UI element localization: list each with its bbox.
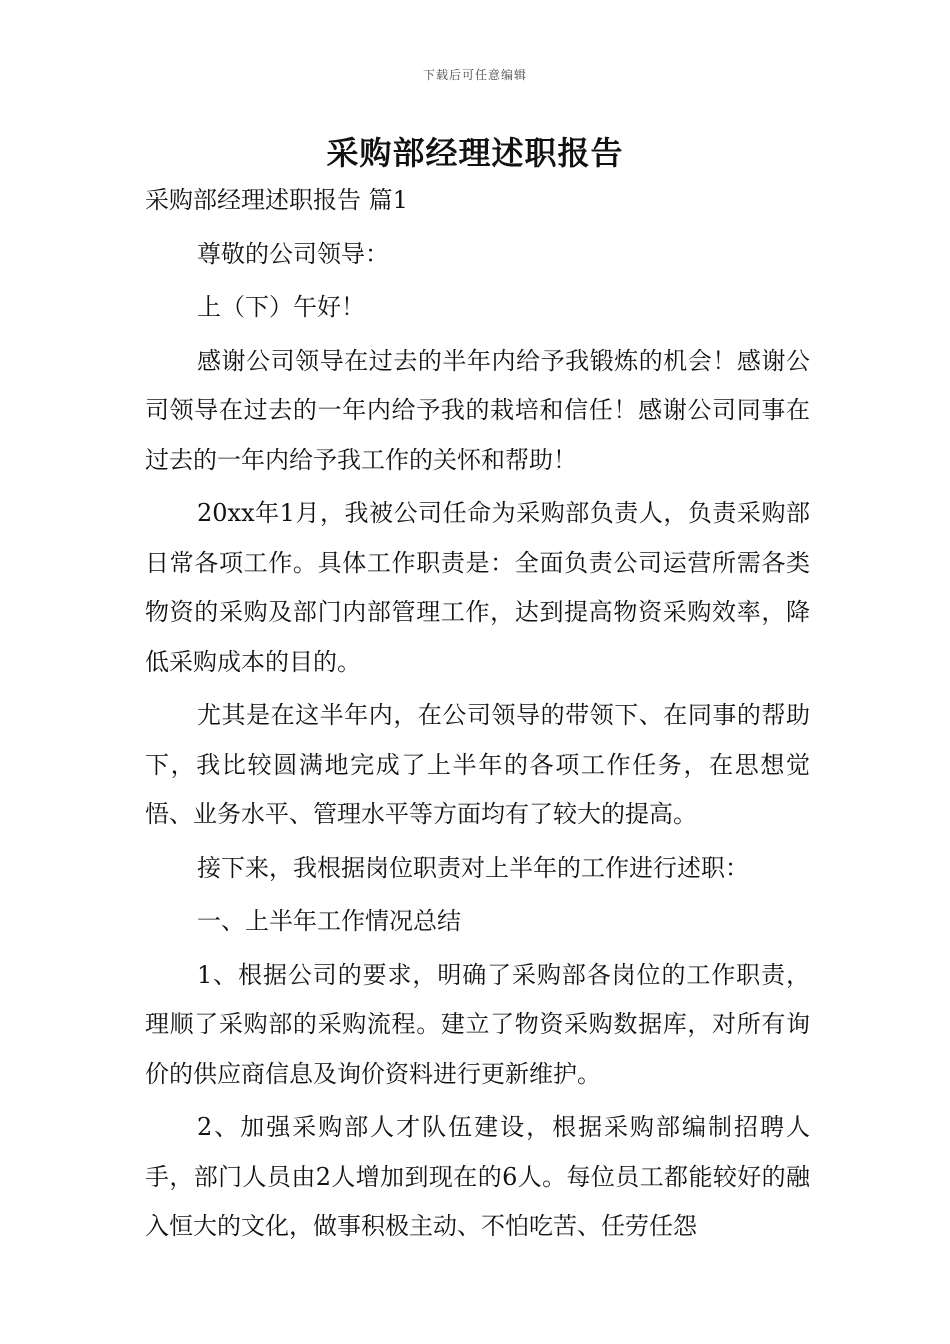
paragraph-item-2: 2、加强采购部人才队伍建设，根据采购部编制招聘人手，部门人员由2人增加到现在的6人。每位员工都能较好的融入恒大的文化，做事积极主动、不怕吃苦、任劳任怨: [145, 1113, 810, 1240]
paragraph-achievements: 尤其是在这半年内，在公司领导的带领下、在同事的帮助下，我比较圆满地完成了上半年的各项工作任务，在思想觉悟、业务水平、管理水平等方面均有了较大的提高。: [145, 701, 810, 828]
header-note: 下载后可任意编辑: [422, 68, 527, 82]
salutation: 上（下）午好！: [197, 293, 365, 321]
paragraph-intro: 接下来，我根据岗位职责对上半年的工作进行述职：: [197, 853, 749, 882]
document-body: [145, 176, 810, 1252]
document-title: 采购部经理述职报告: [326, 134, 624, 172]
paragraph-appointment: 20xx年1月，我被公司任命为采购部负责人，负责采购部日常各项工作。具体工作职责是：全面负责公司运营所需各类物资的采购及部门内部管理工作，达到提高物资采购效率，降低采购成本的目的。: [145, 499, 810, 676]
greeting: 尊敬的公司领导：: [197, 239, 389, 268]
section-heading: 采购部经理述职报告 篇1: [145, 186, 408, 214]
paragraph-item-1: 1、根据公司的要求，明确了采购部各岗位的工作职责，理顺了采购部的采购流程。建立了物资采购数据库，对所有询价的供应商信息及询价资料进行更新维护。: [145, 960, 810, 1088]
paragraph-thanks: 感谢公司领导在过去的半年内给予我锻炼的机会！感谢公司领导在过去的一年内给予我的栽培和信任！感谢公司同事在过去的一年内给予我工作的关怀和帮助！: [145, 346, 810, 474]
subheading-summary: 一、上半年工作情况总结: [197, 907, 461, 935]
